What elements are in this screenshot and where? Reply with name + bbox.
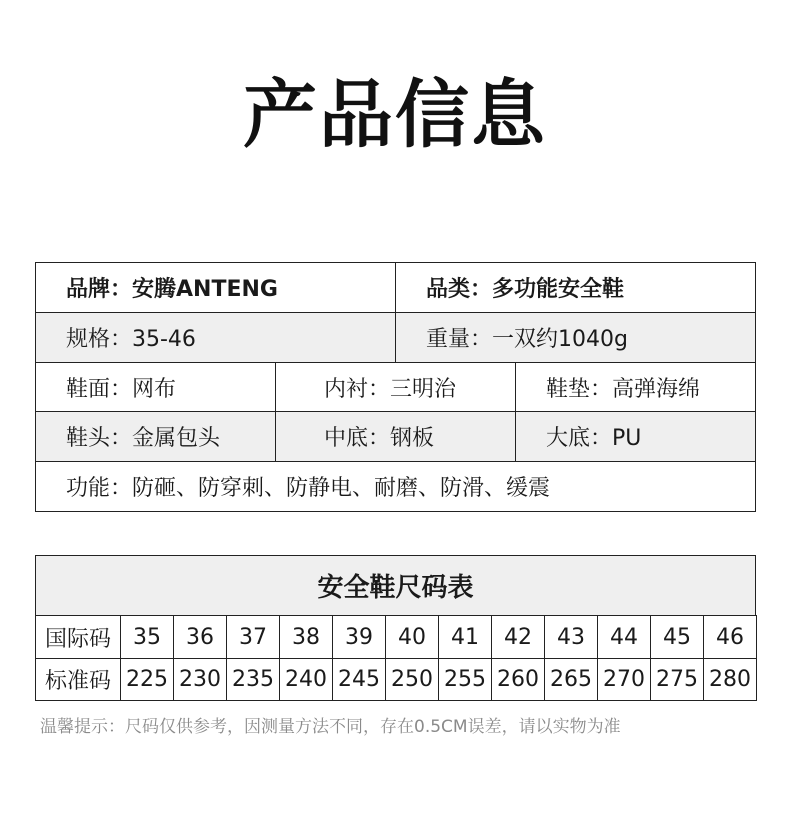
outsole-cell: 大底：PU	[515, 411, 756, 462]
intl-size-cell: 41	[438, 615, 492, 659]
std-size-cell: 275	[650, 658, 704, 701]
intl-size-cell: 44	[597, 615, 651, 659]
std-size-label: 标准码	[35, 658, 121, 701]
std-size-cell: 260	[491, 658, 545, 701]
std-size-cell: 280	[703, 658, 757, 701]
spec-cell: 规格：35-46	[35, 312, 396, 363]
std-size-cell: 235	[226, 658, 280, 701]
intl-size-cell: 43	[544, 615, 598, 659]
std-size-cell: 245	[332, 658, 386, 701]
brand-cell: 品牌：安腾ANTENG	[35, 262, 396, 313]
sizing-note: 温馨提示：尺码仅供参考，因测量方法不同，存在0.5CM误差，请以实物为准	[40, 717, 621, 737]
std-size-cell: 240	[279, 658, 333, 701]
intl-size-cell: 40	[385, 615, 439, 659]
insole-cell: 鞋垫：高弹海绵	[515, 362, 756, 412]
intl-size-cell: 39	[332, 615, 386, 659]
midsole-cell: 中底：钢板	[275, 411, 516, 462]
intl-size-cell: 36	[173, 615, 227, 659]
function-cell: 功能：防砸、防穿刺、防静电、耐磨、防滑、缓震	[35, 461, 756, 512]
category-cell: 品类：多功能安全鞋	[395, 262, 756, 313]
page-title: 产品信息	[243, 72, 547, 158]
intl-size-cell: 37	[226, 615, 280, 659]
lining-cell: 内衬：三明治	[275, 362, 516, 412]
intl-size-cell: 42	[491, 615, 545, 659]
intl-size-cell: 46	[703, 615, 757, 659]
std-size-cell: 225	[120, 658, 174, 701]
intl-size-label: 国际码	[35, 615, 121, 659]
std-size-cell: 230	[173, 658, 227, 701]
weight-cell: 重量：一双约1040g	[395, 312, 756, 363]
intl-size-cell: 38	[279, 615, 333, 659]
size-table-title: 安全鞋尺码表	[35, 555, 756, 616]
toe-cell: 鞋头：金属包头	[35, 411, 276, 462]
std-size-cell: 270	[597, 658, 651, 701]
std-size-cell: 250	[385, 658, 439, 701]
intl-size-cell: 35	[120, 615, 174, 659]
upper-cell: 鞋面：网布	[35, 362, 276, 412]
std-size-cell: 265	[544, 658, 598, 701]
intl-size-cell: 45	[650, 615, 704, 659]
std-size-cell: 255	[438, 658, 492, 701]
